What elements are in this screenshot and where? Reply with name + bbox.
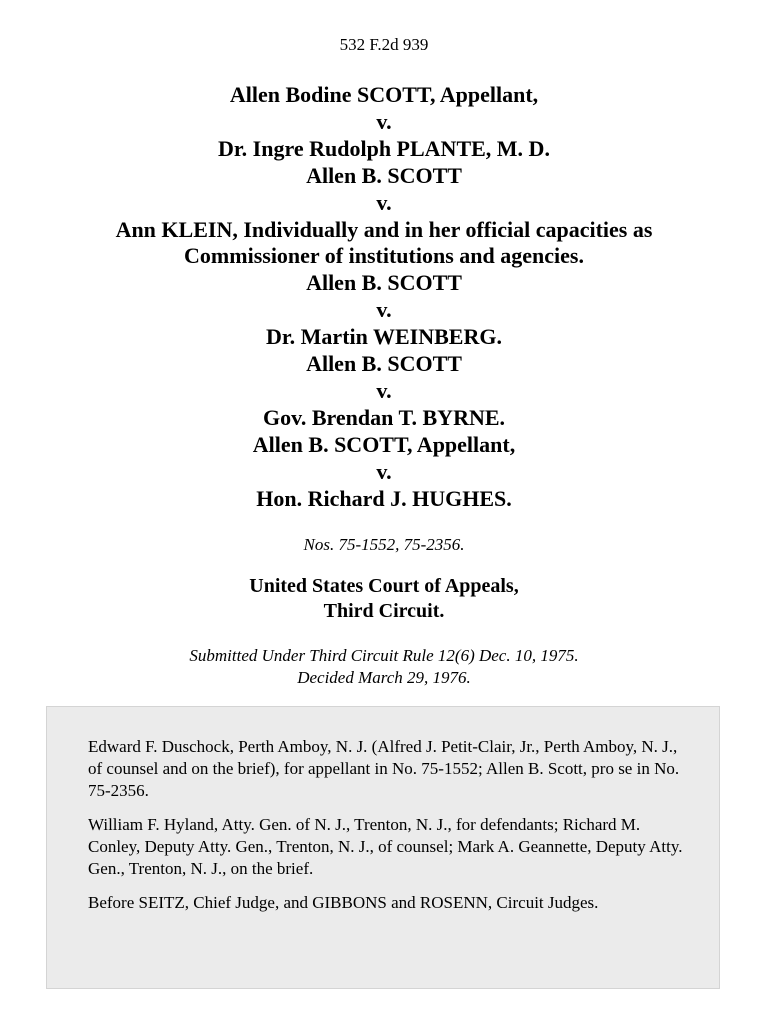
caption-line: Allen B. SCOTT — [306, 351, 462, 377]
caption-line: Commissioner of institutions and agencies. — [184, 243, 584, 269]
caption-line: v. — [376, 189, 392, 215]
caption-line: Hon. Richard J. HUGHES. — [256, 485, 512, 511]
caption-line: v. — [376, 297, 392, 323]
caption-line: Allen B. SCOTT, Appellant, — [252, 431, 516, 457]
court-name-line-2: Third Circuit. — [323, 600, 445, 622]
counsel-paragraph-appellant: Edward F. Duschock, Perth Amboy, N. J. (Alfred J. Petit-Clair, Jr., Perth Amboy, N. J., of counsel and on the brief), for appellant in No. 75-1552; Allen B. Scott, pro se in No. 75-2356. — [88, 737, 680, 800]
court-name — [0, 574, 768, 624]
caption-line: v. — [376, 377, 392, 403]
case-citation: 532 F.2d 939 — [339, 35, 429, 54]
caption-line: v. — [376, 458, 392, 484]
docket-numbers: Nos. 75-1552, 75-2356. — [303, 535, 465, 554]
submitted-date: Submitted Under Third Circuit Rule 12(6) Dec. 10, 1975. — [189, 646, 579, 665]
caption-line: Gov. Brendan T. BYRNE. — [262, 404, 506, 430]
caption-line: Allen Bodine SCOTT, Appellant, — [229, 82, 539, 107]
caption-line: Allen B. SCOTT — [306, 270, 462, 296]
caption-line: Dr. Martin WEINBERG. — [266, 324, 502, 350]
caption-line: Allen B. SCOTT — [306, 162, 462, 188]
counsel-panel — [46, 706, 720, 989]
court-name-line-1: United States Court of Appeals, — [249, 575, 519, 597]
panel-judges: Before SEITZ, Chief Judge, and GIBBONS and ROSENN, Circuit Judges. — [88, 893, 599, 912]
caption-line: Ann KLEIN, Individually and in her official capacities as — [115, 216, 653, 242]
caption-line: v. — [376, 108, 392, 134]
caption-line: Dr. Ingre Rudolph PLANTE, M. D. — [218, 135, 550, 161]
decided-date: Decided March 29, 1976. — [297, 668, 471, 687]
case-dates — [0, 645, 768, 689]
counsel-paragraph-defendants: William F. Hyland, Atty. Gen. of N. J., Trenton, N. J., for defendants; Richard M. Conley, Deputy Atty. Gen., Trenton, N. J., of counsel; Mark A. Geannette, Deputy Atty. Gen., Trenton, N. J., on the brief. — [88, 815, 683, 878]
case-caption — [0, 82, 768, 513]
